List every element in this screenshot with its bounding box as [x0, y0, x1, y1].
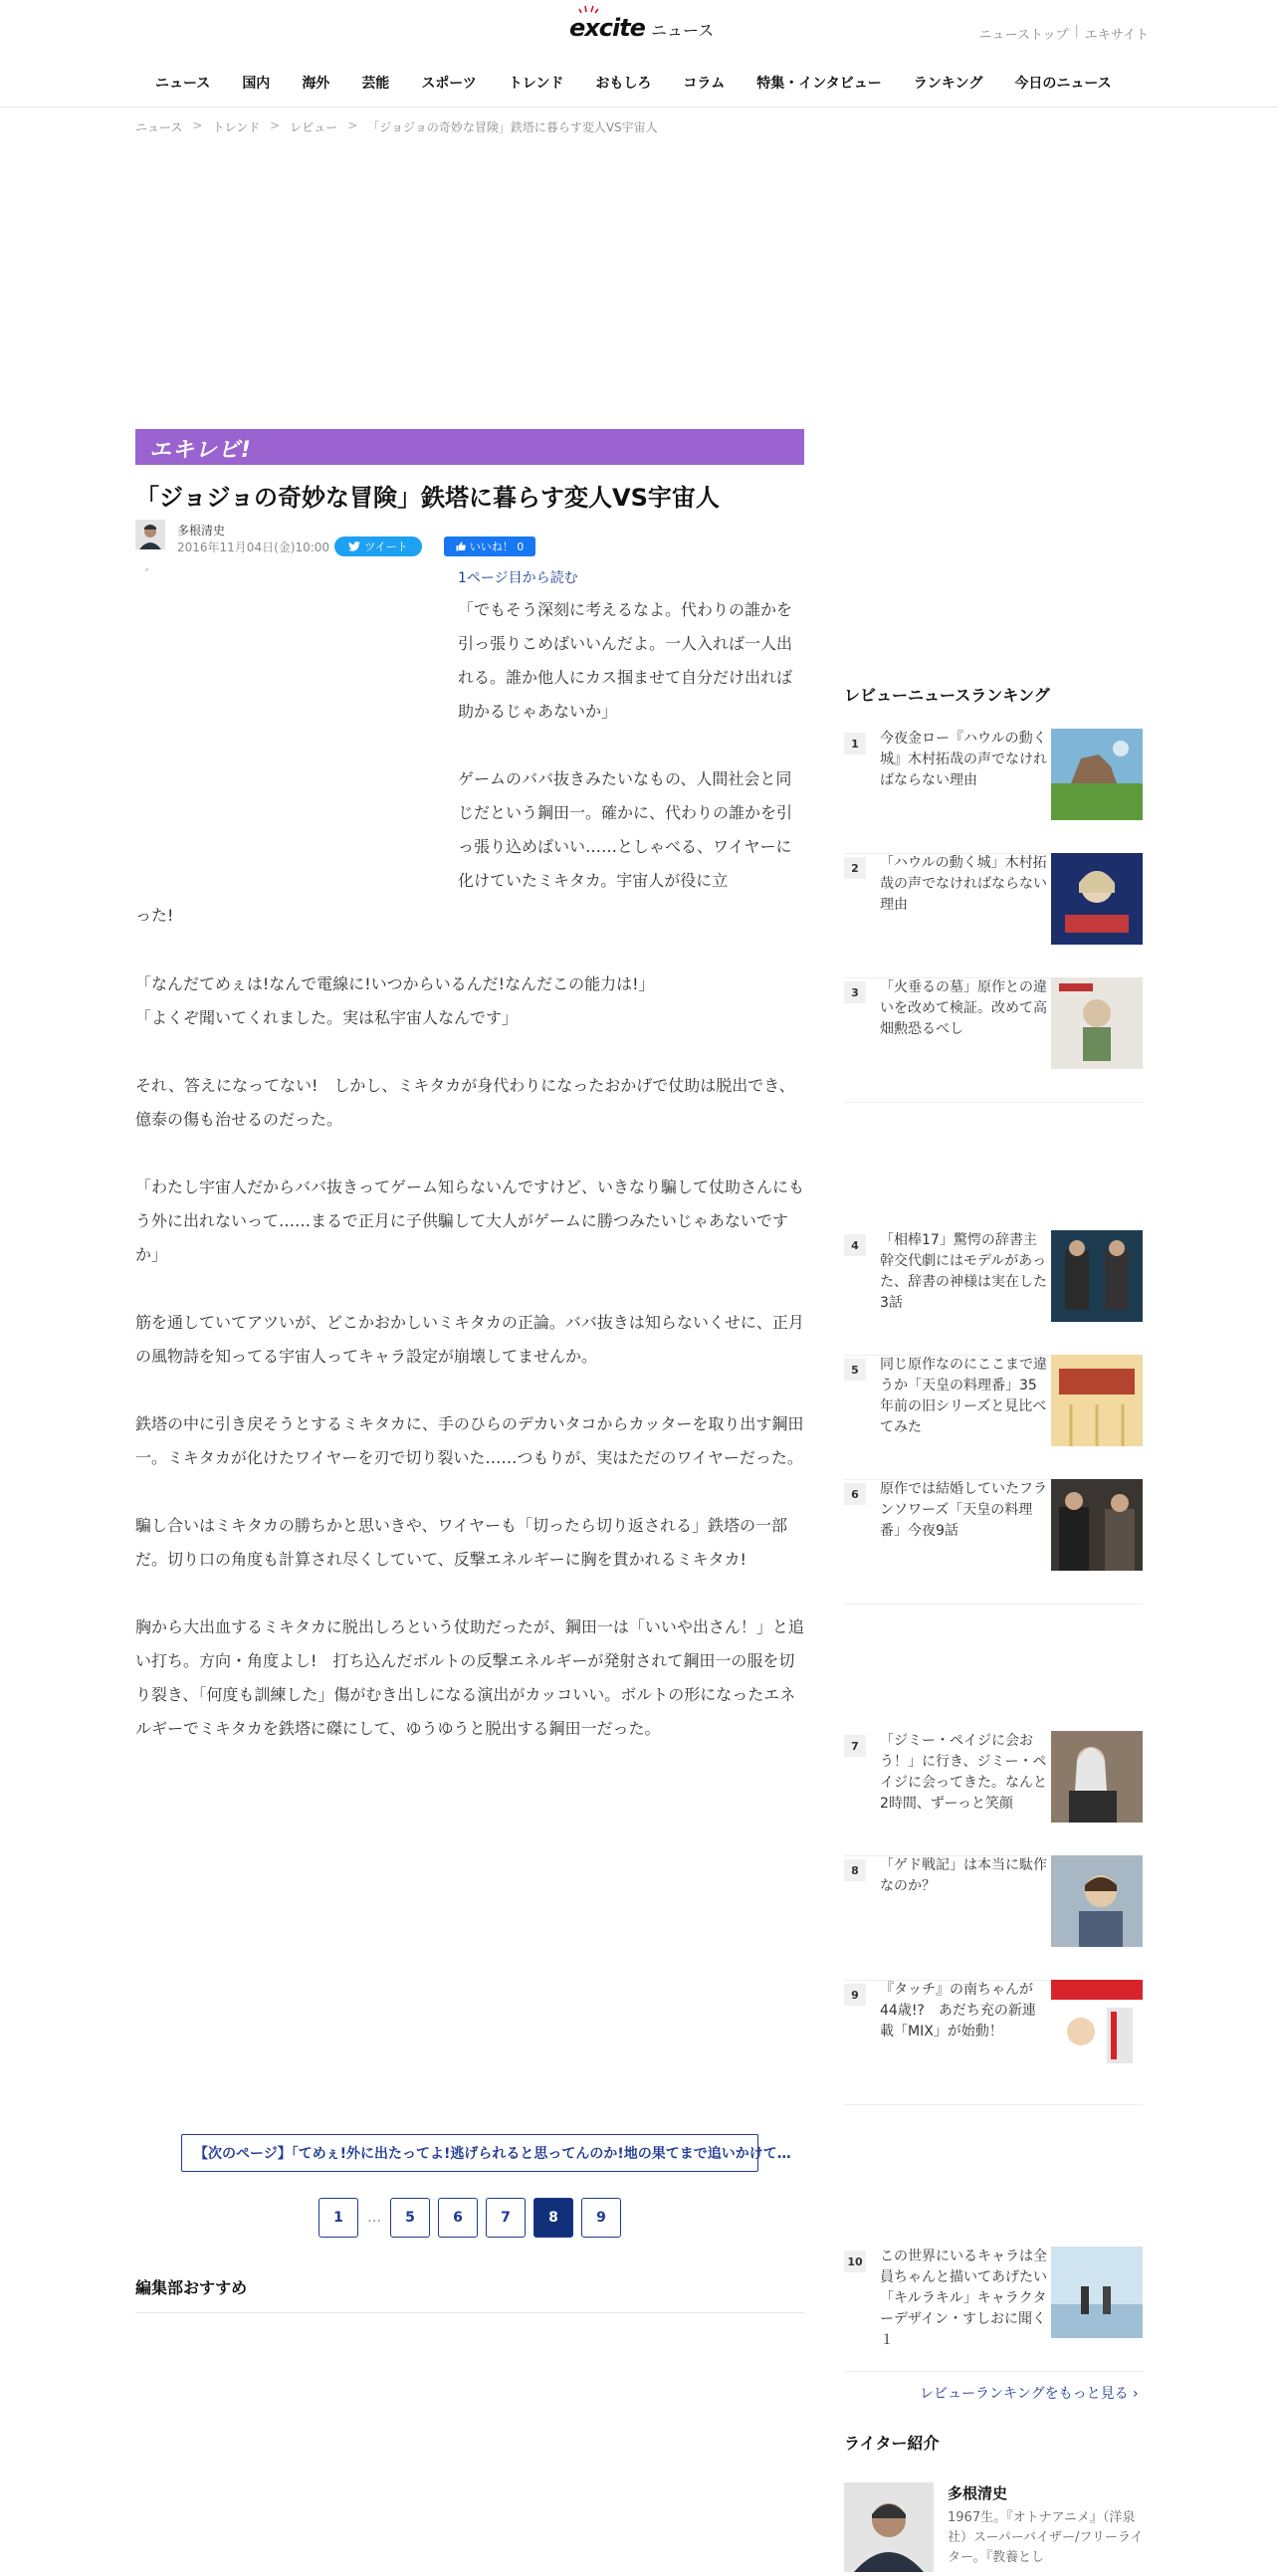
twitter-bird-icon	[348, 541, 360, 551]
article-paragraph: 「なんだてめぇは!なんで電線に!いつからいるんだ!なんだこの能力は!」 「よくぞ聞いてくれました。実は私宇宙人なんです」	[135, 974, 655, 1027]
rank-headline[interactable]: 「相棒17」驚愕の辞書主幹交代劇にはモデルがあった、辞書の神様は実在した3話	[880, 1232, 1047, 1311]
page-button-9[interactable]: 9	[581, 2198, 621, 2238]
page-ellipsis: …	[367, 2210, 381, 2226]
logo-excite: excite	[569, 14, 645, 42]
author-name[interactable]: 多根清史	[177, 524, 226, 537]
breadcrumb-arrow-icon: >	[347, 118, 358, 132]
article-paragraph: 鉄塔の中に引き戻そうとするミキタカに、手のひらのデカいタコからカッターを取り出す鋼田一。ミキタカが化けたワイヤーを刃で切り裂いた……つもりが、実はただのワイヤーだった。	[135, 1414, 804, 1467]
article-paragraph: それ、答えになってない! しかし、ミキタカが身代わりになったおかげで仗助は脱出でき、億泰の傷も治せるのだった。	[135, 1076, 795, 1129]
page-button-8-current[interactable]: 8	[533, 2198, 573, 2238]
author-row	[135, 520, 804, 553]
nav-item-trend[interactable]: トレンド	[508, 76, 564, 92]
article-paragraph: 胸から大出血するミキタカに脱出しろという仗助だったが、鋼田一は「いいや出さん！」と追い打ち。方向・角度よし! 打ち込んだボルトの反撃エネルギーが発射されて鋼田一の服を切り裂き、「何度も訓練した」傷がむき出しになる演出がカッコいい。ボルトの形になったエネルギーでミキタカを鉄塔に磔にして、ゆうゆうと脱出する鋼田一だった。	[135, 1617, 804, 1738]
global-nav	[139, 73, 1128, 93]
breadcrumb-trend[interactable]: トレンド	[212, 120, 261, 134]
next-page-button[interactable]: 【次のページ】「てめぇ!外に出たってよ!逃げられると思ってんのか!地の果てまで追いかけて…	[181, 2134, 758, 2172]
rank-number: 5	[844, 1359, 866, 1381]
writer-bio: 1967生。『オトナアニメ』（洋泉社）スーパーバイザー/フリーライター。『教養とし	[948, 2510, 1144, 2565]
rank-headline[interactable]: 『タッチ』の南ちゃんが44歳!? あだち充の新連載「MIX」が始動！	[880, 1982, 1036, 2039]
nav-item-today[interactable]: 今日のニュース	[1014, 76, 1112, 92]
page-button-5[interactable]: 5	[390, 2198, 430, 2238]
ranking-item[interactable]	[844, 1980, 1143, 2105]
nav-item-news[interactable]: ニュース	[155, 76, 211, 92]
site-logo[interactable]	[569, 14, 714, 42]
tweet-label: ツイート	[364, 540, 408, 553]
page-button-6[interactable]: 6	[438, 2198, 478, 2238]
ranking-item[interactable]	[844, 2247, 1143, 2372]
breadcrumb-arrow-icon: >	[192, 118, 203, 132]
writer-section-title: ライター紹介	[844, 2434, 940, 2453]
thumbnail-book-title-icon	[1051, 1355, 1143, 1446]
pagination	[319, 2198, 621, 2238]
site-header	[0, 0, 1278, 107]
nav-item-entertainment[interactable]: 芸能	[361, 76, 390, 92]
breadcrumb-review[interactable]: レビュー	[290, 120, 338, 134]
nav-item-overseas[interactable]: 海外	[302, 76, 330, 92]
rank-number: 6	[844, 1483, 866, 1505]
ranking-item[interactable]	[844, 1855, 1143, 1981]
like-label: いいね！ 0	[469, 540, 525, 553]
author-portrait-icon	[135, 520, 165, 549]
rank-headline[interactable]: 「火垂るの墓」原作との違いを改めて検証。改めて高畑勲恐るべし	[880, 979, 1047, 1037]
thumbnail-movie-poster-icon	[1051, 853, 1143, 945]
article-body	[135, 967, 804, 1780]
logo-spark-icon	[579, 6, 599, 14]
ranking-item[interactable]	[844, 1479, 1143, 1605]
thumbnail-photo-portrait-icon	[1051, 1731, 1143, 1823]
rank-number: 9	[844, 1984, 866, 2006]
ranking-item[interactable]	[844, 853, 1143, 978]
thumbnail-castle-landscape-icon	[1051, 729, 1143, 820]
publish-date: 2016年11月04日(金)10:00	[177, 540, 330, 554]
rank-headline[interactable]: 「ゲド戦記」は本当に駄作なのか？	[880, 1857, 1047, 1894]
article-paragraph: 「でもそう深刻に考えるなよ。代わりの誰かを引っ張りこめばいいんだよ。一人入れば一人出れる。誰か他人にカス掴ませて自分だけ出れば助かるじゃあないか」	[458, 600, 793, 721]
tweet-button[interactable]	[334, 537, 422, 556]
ranking-item[interactable]	[844, 1731, 1143, 1856]
nav-item-column[interactable]: コラム	[683, 76, 726, 92]
article-title: 「ジョジョの奇妙な冒険」鉄塔に暮らす変人VS宇宙人	[135, 484, 720, 512]
top-link-news-top[interactable]: ニューストップ	[978, 28, 1069, 43]
article-paragraph: ゲームのババ抜きみたいなもの、人間社会と同じだという鋼田一。確かに、代わりの誰かを引っ張り込めばいい……としゃべる、ワイヤーに化けていたミキタカ。宇宙人が役に立	[458, 769, 793, 890]
rank-headline[interactable]: 同じ原作なのにここまで違うか「天皇の料理番」35年前の旧シリーズと見比べてみた	[880, 1357, 1047, 1435]
rank-number: 10	[844, 2251, 866, 2272]
facebook-like-button[interactable]	[444, 537, 535, 556]
article-paragraph: 筋を通していてアツいが、どこかおかしいミキタカの正論。ババ抜きは知らないくせに、正月の風物詩を知ってる宇宙人ってキャラ設定が崩壊してませんか。	[135, 1313, 804, 1366]
nav-item-ranking[interactable]: ランキング	[913, 76, 983, 92]
rank-headline[interactable]: この世界にいるキャラは全員ちゃんと描いてあげたい「キルラキル」キャラクターデザイン・すしおに聞く１	[880, 2249, 1047, 2348]
article-paragraph-continuation: った!	[135, 906, 174, 925]
rank-number: 1	[844, 733, 866, 754]
logo-news: ニュース	[650, 21, 715, 40]
read-from-first-page-link[interactable]: 1ページ目から読む	[458, 570, 578, 586]
page-button-1[interactable]: 1	[319, 2198, 358, 2238]
brand-banner[interactable]	[135, 429, 804, 465]
breadcrumb	[135, 118, 658, 135]
page-button-7[interactable]: 7	[486, 2198, 526, 2238]
brand-logo: エキレビ!	[149, 438, 252, 463]
nav-item-fun[interactable]: おもしろ	[595, 76, 652, 92]
editor-recommend-heading: 編集部おすすめ	[135, 2275, 804, 2313]
article-paragraph: 騙し合いはミキタカの勝ちかと思いきや、ワイヤーも「切ったら切り返される」鉄塔の一部だ。切り口の角度も計算され尽くしていて、反撃エネルギーに胸を貫かれるミキタカ!	[135, 1516, 788, 1569]
article-intro	[458, 593, 804, 898]
nav-item-sports[interactable]: スポーツ	[421, 76, 477, 92]
rank-headline[interactable]: 「ハウルの動く城」木村拓哉の声でなければならない理由	[880, 855, 1047, 913]
author-avatar[interactable]	[135, 520, 165, 549]
article-paragraph: 「わたし宇宙人だからババ抜きってゲーム知らないんですけど、いきなり騙して仗助さんにもう外に出れないって……まるで正月に子供騙して大人がゲームに勝つみたいじゃあないですか」	[135, 1178, 805, 1264]
top-link-separator: |	[1074, 24, 1079, 39]
ranking-title: レビューニュースランキング	[844, 686, 1050, 705]
thumbnail-magazine-cover-icon	[1051, 1980, 1143, 2071]
more-ranking-label: レビューランキングをもっと見る	[920, 2386, 1129, 2402]
nav-item-domestic[interactable]: 国内	[242, 76, 271, 92]
rank-headline[interactable]: 原作では結婚していたフランソワーズ「天皇の料理番」今夜9話	[880, 1481, 1047, 1539]
writer-avatar[interactable]	[844, 2482, 934, 2572]
writer-portrait-icon	[844, 2482, 934, 2572]
ranking-item[interactable]	[844, 977, 1143, 1103]
chevron-right-icon: ›	[1133, 2386, 1139, 2402]
ranking-item[interactable]	[844, 1230, 1143, 1356]
rank-number: 4	[844, 1234, 866, 1256]
ranking-item[interactable]	[844, 1355, 1143, 1480]
breadcrumb-news[interactable]: ニュース	[135, 120, 183, 134]
writer-name[interactable]: 多根清史	[948, 2484, 1008, 2502]
thumbnail-anime-art-icon	[1051, 2247, 1143, 2338]
breadcrumb-current: 「ジョジョの奇妙な冒険」鉄塔に暮らす変人VS宇宙人	[367, 120, 658, 134]
nav-item-features[interactable]: 特集・インタビュー	[756, 76, 882, 92]
thumbnail-anime-still-icon	[1051, 1855, 1143, 1947]
rank-headline[interactable]: 「ジミー・ペイジに会おう！」に行き、ジミー・ペイジに会ってきた。なんと2時間、ずーっと笑顔	[880, 1733, 1047, 1812]
top-link-excite[interactable]: エキサイト	[1084, 28, 1149, 43]
rank-number: 8	[844, 1859, 866, 1881]
top-links	[979, 24, 1149, 43]
thumbnail-book-cover-icon	[1051, 977, 1143, 1069]
thumbnail-drama-scene-icon	[1051, 1479, 1143, 1571]
article-image-placeholder: ´	[143, 567, 149, 581]
thumbs-up-icon	[456, 541, 466, 551]
ranking-item[interactable]	[844, 729, 1143, 854]
rank-number: 7	[844, 1735, 866, 1757]
rank-number: 3	[844, 981, 866, 1003]
thumbnail-drama-poster-icon	[1051, 1230, 1143, 1322]
rank-headline[interactable]: 今夜金ロー『ハウルの動く城』木村拓哉の声でなければならない理由	[880, 731, 1047, 788]
rank-number: 2	[844, 857, 866, 879]
more-ranking-link[interactable]	[920, 2383, 1139, 2403]
breadcrumb-arrow-icon: >	[270, 118, 281, 132]
